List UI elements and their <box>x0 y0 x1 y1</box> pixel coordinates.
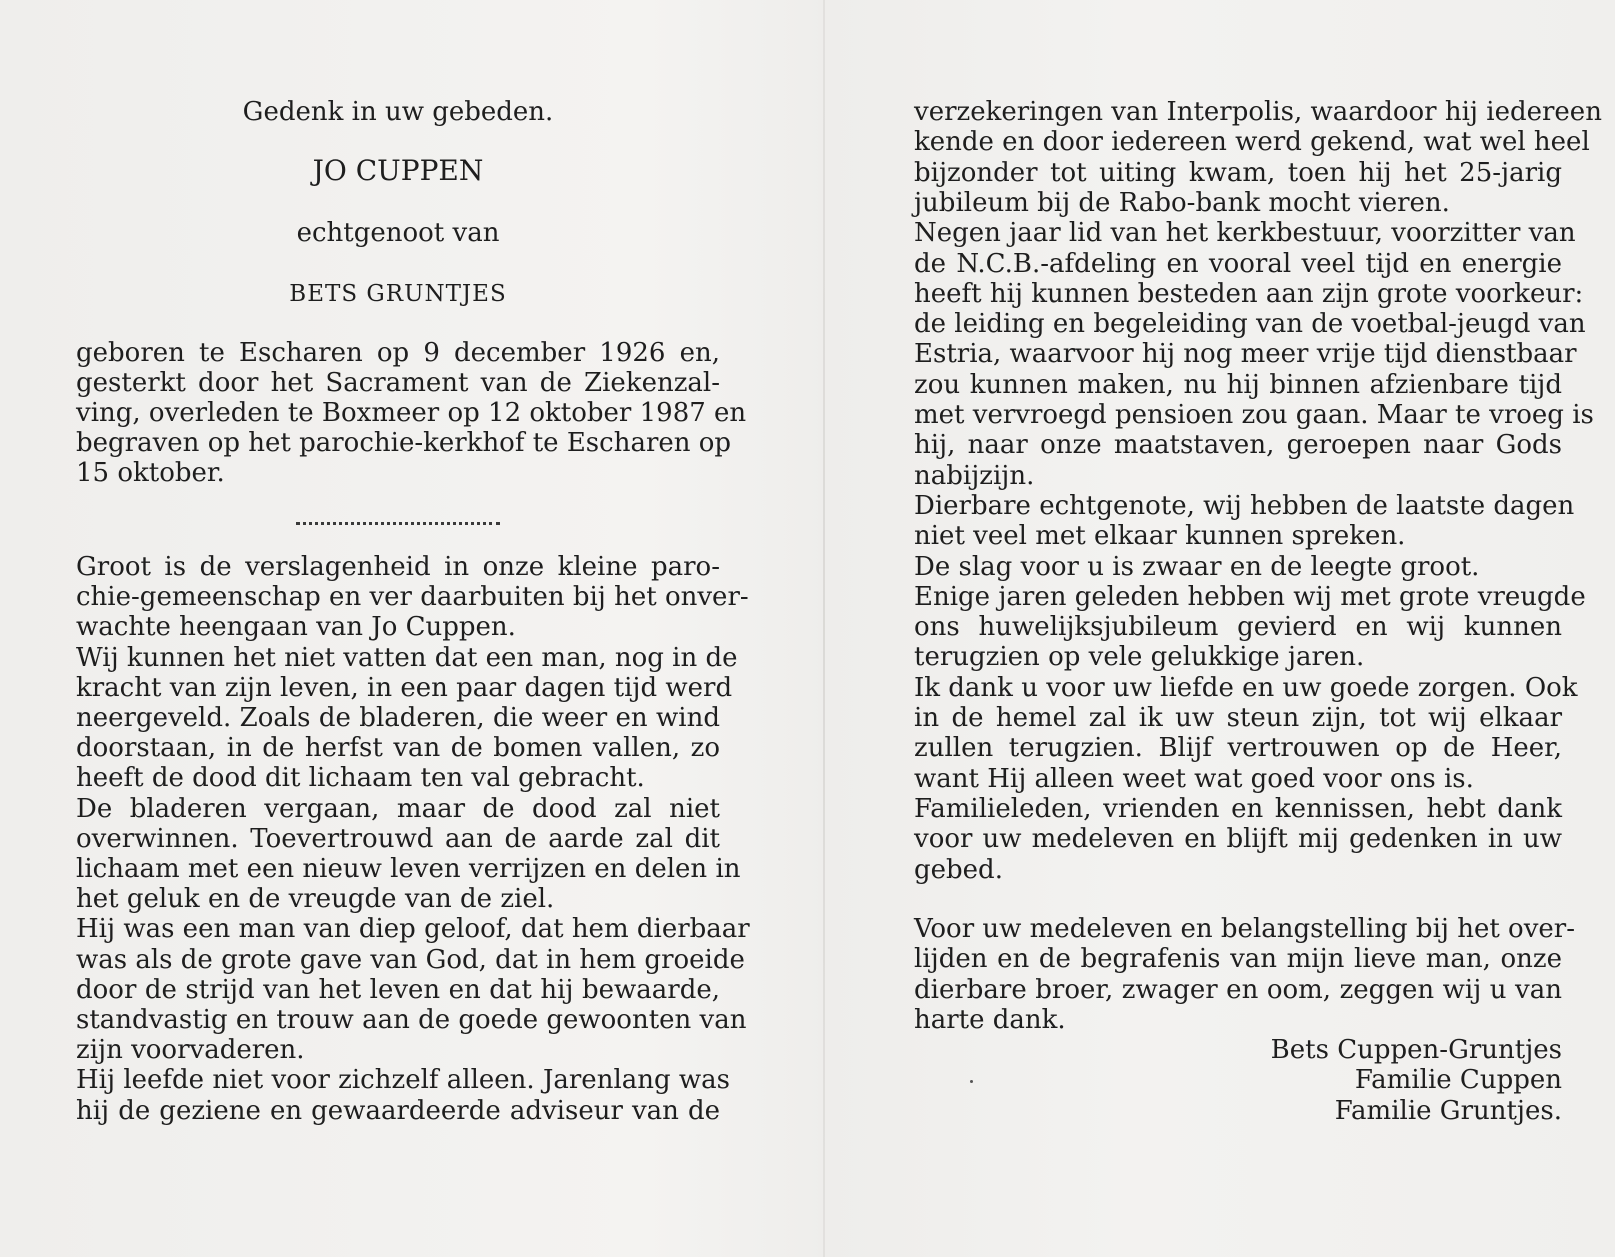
body-line: neergeveld. Zoals de bladeren, die weer en wind <box>76 703 720 733</box>
signature-line: Familie Cuppen <box>1354 1065 1562 1096</box>
birth-line: gesterkt door het Sacrament van de Ziekenzal- <box>76 368 720 398</box>
signature-line: Bets Cuppen-Gruntjes <box>1270 1035 1562 1065</box>
birth-line: geboren te Escharen op 9 december 1926 en, <box>76 338 720 368</box>
body-line: niet veel met elkaar kunnen spreken. <box>914 521 1406 552</box>
body-line: zou kunnen maken, nu hij binnen afzienbare tijd <box>914 369 1562 400</box>
separator-dots <box>296 522 500 529</box>
body-line: De slag voor u is zwaar en de leegte groot. <box>914 551 1480 582</box>
body-line: ons huwelijksjubileum gevierd en wij kunnen <box>914 612 1562 643</box>
spouse-name: BETS GRUNTJES <box>289 281 507 307</box>
body-line: lichaam met een nieuw leven verrijzen en delen in <box>76 854 741 884</box>
body-line: wachte heengaan van Jo Cuppen. <box>76 612 516 643</box>
body-line: kracht van zijn leven, in een paar dagen tijd werd <box>76 672 733 703</box>
thanks-line: dierbare broer, zwager en oom, zeggen wij u van <box>914 974 1562 1005</box>
body-line: hij de geziene en gewaardeerde adviseur van de <box>76 1095 720 1126</box>
body-line: doorstaan, in de herfst van de bomen vallen, zo <box>76 733 720 764</box>
body-line: was als de grote gave van God, dat in hem groeide <box>76 944 745 975</box>
body-line: door de strijd van het leven en dat hij bewaarde, <box>76 974 720 1005</box>
body-line: standvastig en trouw aan de goede gewoonten van <box>76 1005 747 1035</box>
deceased-name: JO CUPPEN <box>312 154 484 187</box>
thanks-line: lijden en de begrafenis van mijn lieve man, onze <box>914 944 1562 975</box>
body-line: het geluk en de vreugde van de ziel. <box>76 884 555 915</box>
body-line: jubileum bij de Rabo-bank mocht vieren. <box>914 187 1450 218</box>
body-line: Estria, waarvoor hij nog meer vrije tijd dienstbaar <box>914 339 1577 370</box>
body-line: terugzien op vele gelukkige jaren. <box>914 642 1365 673</box>
body-line: in de hemel zal ik uw steun zijn, tot wij elkaar <box>914 703 1562 733</box>
body-line: De bladeren vergaan, maar de dood zal niet <box>76 793 720 824</box>
body-line: chie-gemeenschap en ver daarbuiten bij het onver- <box>76 582 749 613</box>
relation-text: echtgenoot van <box>296 218 500 248</box>
body-line: voor uw medeleven en blijft mij gedenken in uw <box>914 824 1562 855</box>
signature-line: Familie Gruntjes. <box>1334 1095 1562 1126</box>
birth-line: 15 oktober. <box>76 458 225 488</box>
body-line: heeft de dood dit lichaam ten val gebracht. <box>76 763 645 794</box>
body-line: Dierbare echtgenote, wij hebben de laatste dagen <box>914 490 1575 521</box>
body-line: kende en door iedereen werd gekend, wat wel heel <box>914 127 1590 158</box>
body-line: zijn voorvaderen. <box>76 1035 305 1066</box>
card-fold <box>823 0 825 1257</box>
body-line: gebed. <box>914 854 1003 885</box>
body-line: Negen jaar lid van het kerkbestuur, voorzitter van <box>914 218 1576 249</box>
thanks-line: harte dank. <box>914 1004 1066 1035</box>
body-line: overwinnen. Toevertrouwd aan de aarde zal dit <box>76 823 720 854</box>
paper-speck <box>970 1080 973 1083</box>
body-line: Familieleden, vrienden en kennissen, hebt dank <box>914 793 1562 824</box>
body-line: met vervroegd pensioen zou gaan. Maar te vroeg is <box>914 400 1594 430</box>
birth-line: ving, overleden te Boxmeer op 12 oktober 1987 en <box>76 398 747 428</box>
body-line: Enige jaren geleden hebben wij met grote vreugde <box>914 581 1586 612</box>
birth-line: begraven op het parochie-kerkhof te Escharen op <box>76 428 732 458</box>
body-line: zullen terugzien. Blijf vertrouwen op de Heer, <box>914 733 1562 764</box>
body-line: want Hij alleen weet wat goed voor ons is. <box>914 763 1474 794</box>
header-text: Gedenk in uw gebeden. <box>242 97 554 127</box>
body-line: heeft hij kunnen besteden aan zijn grote voorkeur: <box>914 278 1584 309</box>
body-line: nabijzijn. <box>914 460 1035 491</box>
body-line: Hij was een man van diep geloof, dat hem dierbaar <box>76 914 750 945</box>
body-line: Wij kunnen het niet vatten dat een man, nog in de <box>76 642 738 673</box>
thanks-line: Voor uw medeleven en belangstelling bij het over- <box>914 914 1575 944</box>
body-line: Groot is de verslagenheid in onze kleine paro- <box>76 552 720 582</box>
body-line: bijzonder tot uiting kwam, toen hij het 25-jarig <box>914 157 1562 188</box>
body-line: de N.C.B.-afdeling en vooral veel tijd en energie <box>914 248 1562 279</box>
body-line: hij, naar onze maatstaven, geroepen naar Gods <box>914 430 1562 461</box>
body-line: Ik dank u voor uw liefde en uw goede zorgen. Ook <box>914 672 1578 703</box>
body-line: de leiding en begeleiding van de voetbal-jeugd van <box>914 309 1586 340</box>
body-line: verzekeringen van Interpolis, waardoor hij iedereen <box>914 97 1602 127</box>
body-line: Hij leefde niet voor zichzelf alleen. Jarenlang was <box>76 1065 731 1096</box>
